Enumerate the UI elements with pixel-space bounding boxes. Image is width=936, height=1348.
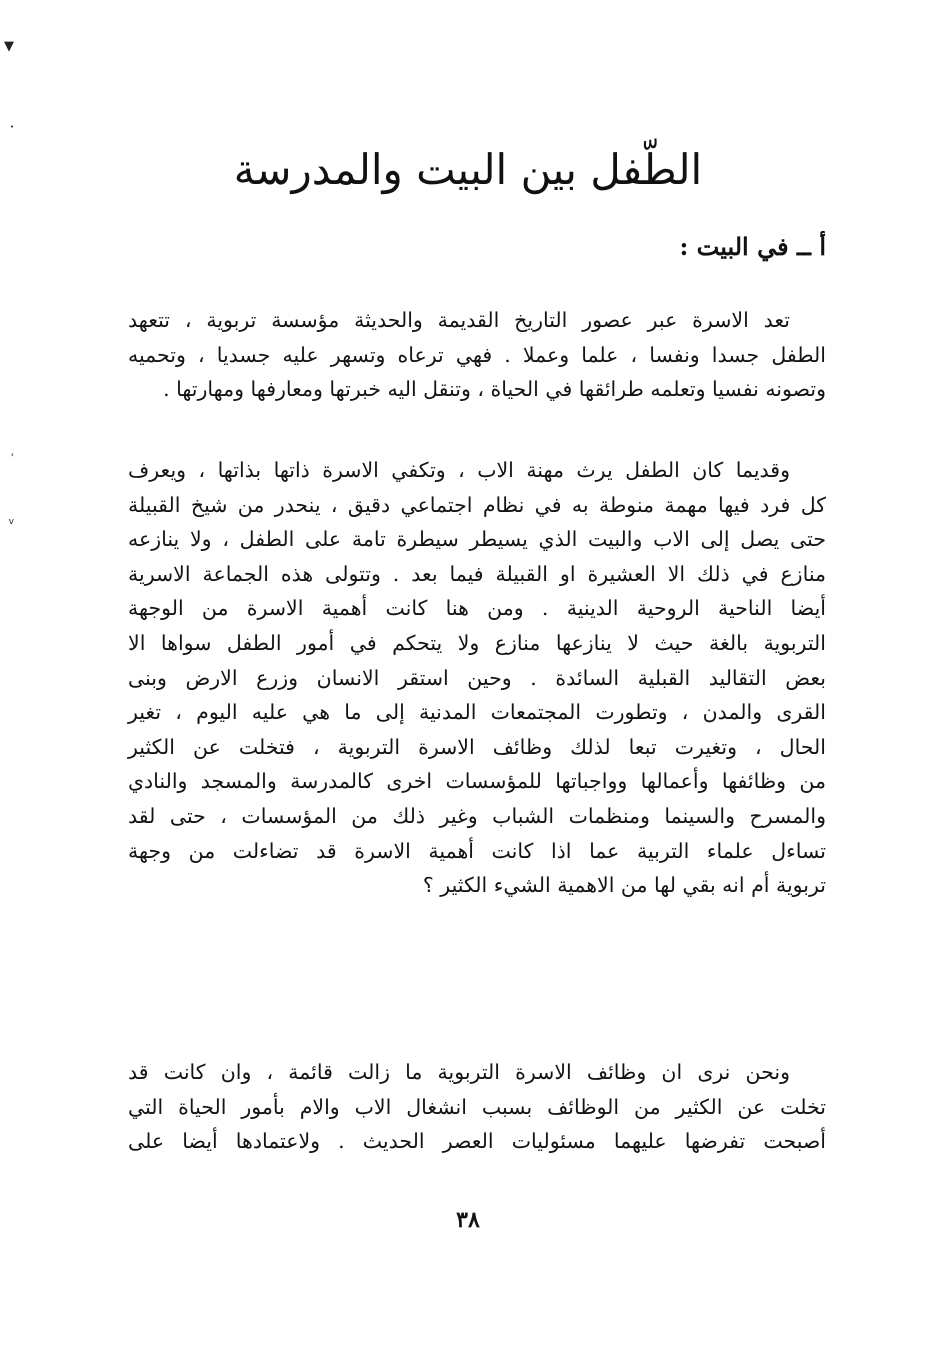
text-line: الحال ، وتغيرت تبعا لذلك وظائف الاسرة التربوية ، فتخلت عن الكثير xyxy=(128,734,826,759)
paragraph-2 xyxy=(128,453,826,903)
text-line: بعض التقاليد القبلية السائدة . وحين استقر الانسان وزرع الارض وبنى xyxy=(128,665,826,690)
section-heading: أ ــ في البيت : xyxy=(679,232,826,261)
text-line: أصبحت تفرضها عليهما مسئوليات العصر الحديث . ولاعتمادها أيضا على xyxy=(128,1129,826,1154)
text-line: كل فرد فيها مهمة منوطة به في نظام اجتماعي دقيق ، ينحدر من شيخ القبيلة xyxy=(128,492,826,517)
text-line: من وظائفها وأعمالها وواجباتها للمؤسسات اخرى كالمدرسة والمسجد والنادي xyxy=(128,769,826,794)
text-line: وتصونه نفسيا وتعلمه طرائقها في الحياة ، وتنقل اليه خبرتها ومعارفها ومهارتها . xyxy=(163,377,826,402)
margin-v-mark: v xyxy=(8,517,14,527)
text-line: ونحن نرى ان وظائف الاسرة التربوية ما زالت قائمة ، وان كانت قد xyxy=(128,1060,790,1084)
text-line: تربوية أم انه بقي لها من الاهمية الشيء الكثير ؟ xyxy=(422,873,826,898)
text-line: تعد الاسرة عبر عصور التاريخ القديمة والحديثة مؤسسة تربوية ، تتعهد xyxy=(128,308,790,332)
text-line: منازع في ذلك الا العشيرة او القبيلة فيما بعد . وتتولى هذه الجماعة الاسرية xyxy=(128,561,826,586)
page-number: ٣٨ xyxy=(456,1207,480,1233)
text-line: تخلت عن الكثير من الوظائف بسبب انشغال الاب والام بأمور الحياة التي xyxy=(128,1094,826,1119)
text-line: أيضا الناحية الروحية الدينية . ومن هنا كانت أهمية الاسرة من الوجهة xyxy=(128,596,826,621)
chapter-title: الطّفل بين البيت والمدرسة xyxy=(233,145,703,194)
margin-tick-mark: › xyxy=(10,450,14,459)
text-line: تساءل علماء التربية عما اذا كانت أهمية الاسرة قد تضاءلت من وجهة xyxy=(128,838,826,863)
text-line: الطفل جسدا ونفسا ، علما وعملا . فهي ترعاه وتسهر عليه جسديا ، وتحميه xyxy=(128,342,826,367)
text-line: التربوية بالغة حيث لا ينازعها منازع ولا يتحكم في أمور الطفل سواها الا xyxy=(128,630,826,655)
margin-dot-mark: • xyxy=(9,123,14,131)
text-line: وقديما كان الطفل يرث مهنة الاب ، وتكفي الاسرة ذاتها بذاتها ، ويعرف xyxy=(128,458,790,482)
text-line: حتى يصل إلى الاب والبيت الذي يسيطر سيطرة تامة على الطفل ، ولا ينازعه xyxy=(128,527,826,552)
margin-arrow-mark: ▼ xyxy=(4,39,14,54)
text-line: والمسرح والسينما ومنظمات الشباب وغير ذلك من المؤسسات ، حتى لقد xyxy=(128,803,826,828)
paragraph-3 xyxy=(128,1055,826,1159)
text-line: القرى والمدن ، وتطورت المجتمعات المدنية إلى ما هي عليه اليوم ، تغير xyxy=(128,700,826,725)
paragraph-1 xyxy=(128,303,826,407)
